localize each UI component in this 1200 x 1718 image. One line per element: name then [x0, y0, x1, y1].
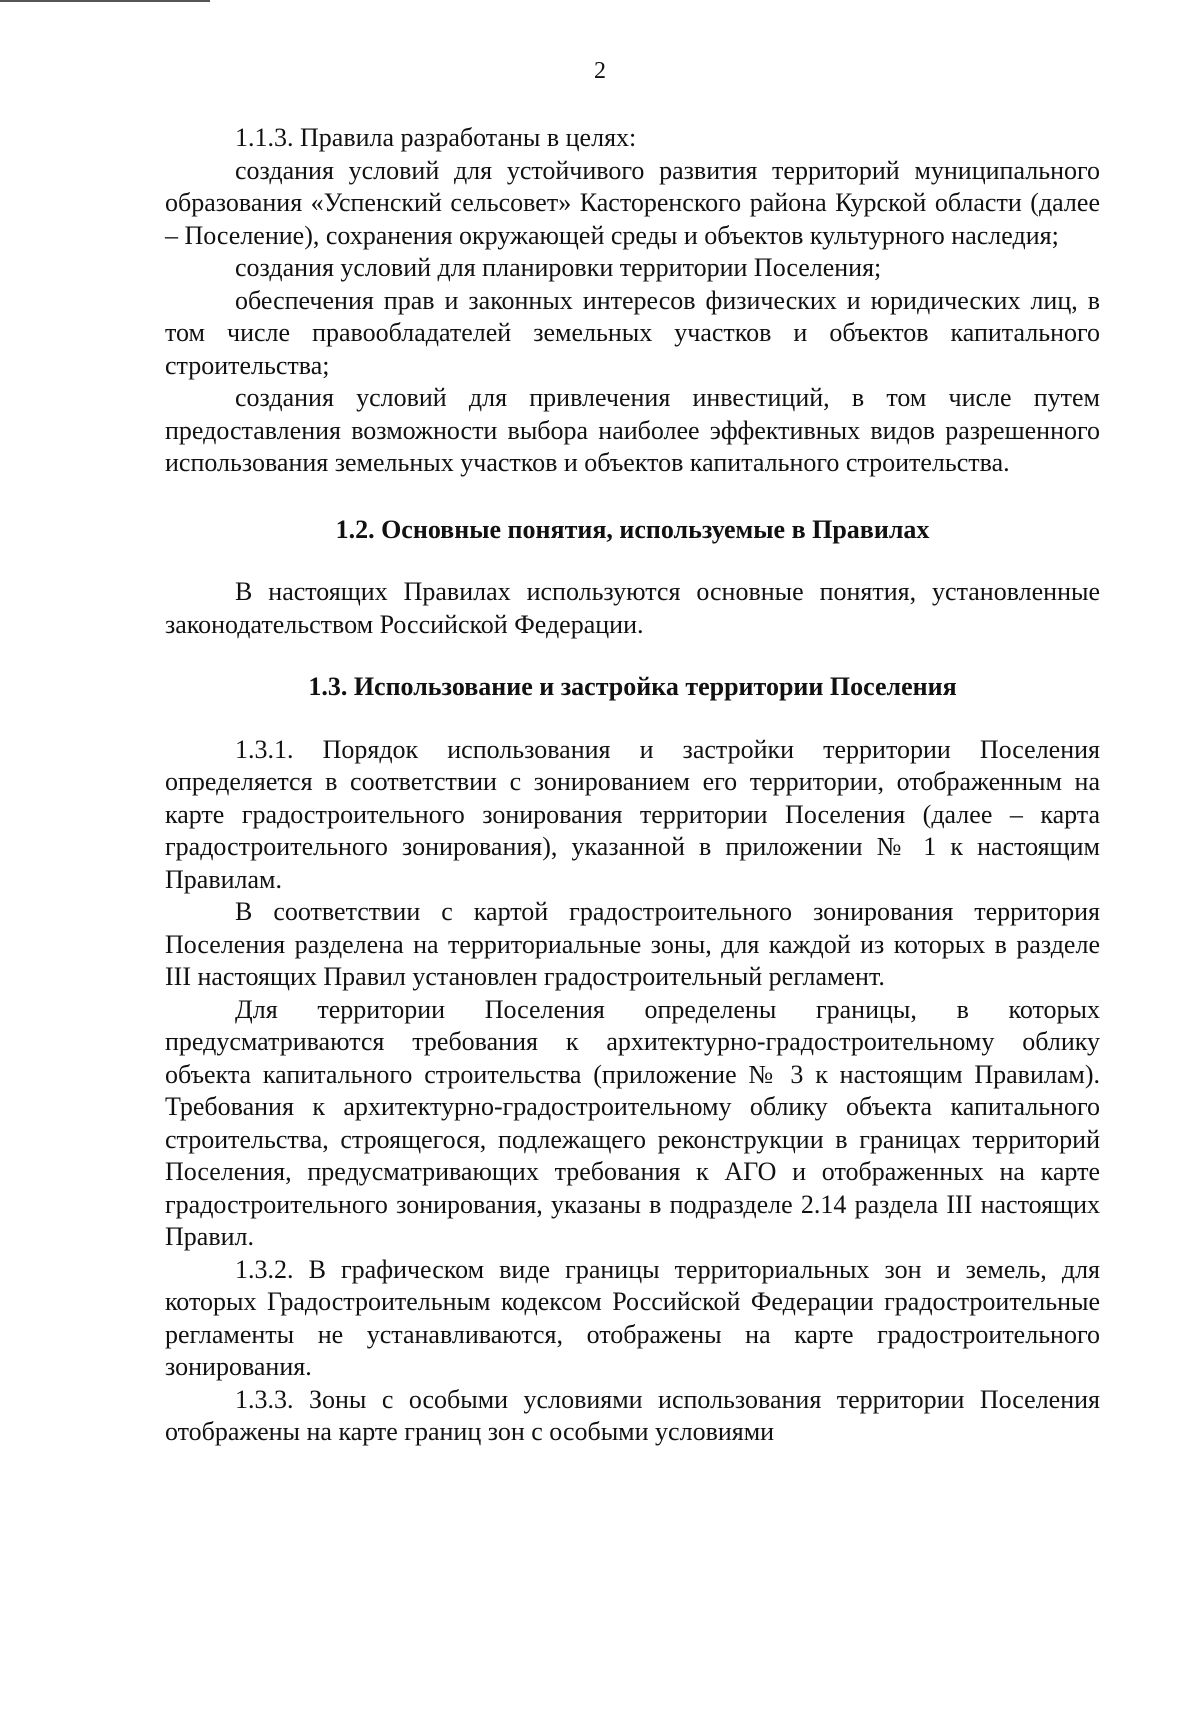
intro-paragraph: создания условий для планировки территории Поселения;	[235, 253, 882, 282]
section-1-2-paragraph: В настоящих Правилах используются основные понятия, установленные законодательством Российской Федерации.	[165, 577, 1100, 639]
page-number: 2	[594, 58, 606, 84]
section-heading-1-2: 1.2. Основные понятия, используемые в Правилах	[335, 514, 930, 544]
section-1-3-paragraph: В соответствии с картой градостроительного зонирования территория Поселения разделена на территориальные зоны, для каждой из которых в разделе III настоящих Правил установлен градостроительный регламент.	[165, 897, 1100, 991]
scan-edge-mark	[0, 0, 210, 2]
intro-paragraph: 1.1.3. Правила разработаны в целях:	[235, 123, 637, 152]
spacer	[165, 480, 1100, 514]
document-body	[165, 122, 1100, 1449]
spacer	[165, 704, 1100, 734]
intro-paragraph: создания условий для привлечения инвестиций, в том числе путем предоставления возможности выбора наиболее эффективных видов разрешенного использования земельных участков и объектов капитального строительства.	[165, 383, 1100, 477]
spacer	[165, 546, 1100, 576]
section-1-3-paragraph: Для территории Поселения определены границы, в которых предусматриваются требования к архитектурно-градостроительному облику объекта капитального строительства (приложение № 3 к настоящим Правилам). Требования к архитектурно-градостроительному облику объекта капитального строительства, строящегося, подлежащего реконструкции в границах территорий Поселения, предусматривающих требования к АГО и отображенных на карте градостроительного зонирования, указаны в подразделе 2.14 раздела III настоящих Правил.	[165, 994, 1100, 1251]
spacer	[165, 641, 1100, 671]
intro-paragraph: обеспечения прав и законных интересов физических и юридических лиц, в том числе правообладателей земельных участков и объектов капитального строительства;	[165, 285, 1100, 380]
section-1-3-paragraph: 1.3.2. В графическом виде границы территориальных зон и земель, для которых Градостроительным кодексом Российской Федерации градостроительные регламенты не устанавливаются, отображены на карте градостроительного зонирования.	[165, 1254, 1100, 1381]
intro-paragraph: создания условий для устойчивого развития территорий муниципального образования «Успенский сельсовет» Касторенского района Курской области (далее – Поселение), сохранения окружающей среды и объектов культурного наследия;	[165, 155, 1100, 250]
section-heading-1-3: 1.3. Использование и застройка территории Поселения	[308, 672, 957, 701]
section-1-3-paragraph: 1.3.1. Порядок использования и застройки территории Поселения определяется в соответствии с зонированием его территории, отображенным на карте градостроительного зонирования территории Поселения (далее – карта градостроительного зонирования), указанной в приложении № 1 к настоящим Правилам.	[165, 734, 1100, 894]
section-1-3-paragraph: 1.3.3. Зоны с особыми условиями использования территории Поселения отображены на карте границ зон с особыми условиями	[165, 1384, 1100, 1446]
